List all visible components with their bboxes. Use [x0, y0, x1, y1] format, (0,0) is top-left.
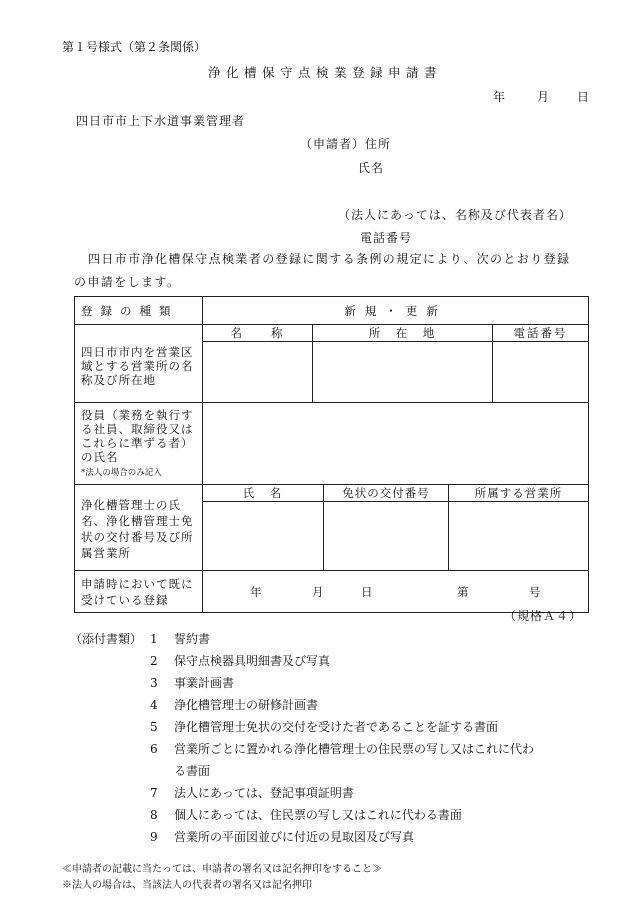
office-name-header: 名 称 [203, 325, 312, 342]
list-item: 8 個人にあっては、住民票の写し又はこれに代わる書面 [150, 808, 462, 822]
officers-note: *法人の場合のみ記入 [81, 468, 162, 478]
registration-table [74, 296, 589, 613]
list-item: 7 法人にあっては、登記事項証明書 [150, 786, 354, 800]
row-officers [75, 403, 589, 485]
row-registration-type [75, 297, 589, 325]
registration-type-value[interactable]: 新規・更新 [203, 297, 589, 325]
registration-type-label: 登録の種類 [75, 297, 203, 325]
corp-note: （法人にあっては、名称及び代表者名） [338, 208, 572, 222]
footnote-signature: ≪申請者の記載に当たっては、申請者の署名又は記名押印をすること≫ [62, 864, 382, 875]
list-item: 1 誓約書 [150, 632, 211, 646]
intro-line-1: 四日市市浄化槽保守点検業者の登録に関する条例の規定により、次のとおり登録 [88, 252, 571, 266]
manager-name-field[interactable] [203, 502, 323, 570]
affiliated-office-field[interactable] [449, 502, 588, 570]
date-year: 年 [493, 90, 506, 104]
list-item: 2 保守点検器具明細書及び写真 [150, 654, 331, 668]
list-item: 9 営業所の平面図並びに付近の見取図及び写真 [150, 830, 415, 844]
page-title: 浄化槽保守点検業登録申請書 [208, 65, 443, 80]
list-item: る書面 [174, 764, 211, 778]
office-cell [203, 325, 589, 403]
officers-label-text: 役員（業務を執行する社員、取締役又はこれらに準ずる者）の氏名 [81, 408, 194, 464]
list-item: 4 浄化槽管理士の研修計画書 [150, 698, 319, 712]
officers-label [75, 403, 203, 485]
existing-day: 日 [361, 585, 373, 599]
attachments-label: （添付書類） [70, 632, 143, 646]
list-item: 5 浄化槽管理士免状の交付を受けた者であることを証する書面 [150, 720, 499, 734]
list-item: 3 事業計画書 [150, 676, 235, 690]
form-number: 第１号様式（第２条関係） [62, 40, 207, 54]
existing-go: 号 [529, 585, 541, 599]
paper-size: （規格Ａ４） [504, 609, 583, 623]
office-label: 四日市市内を営業区域とする営業所の名称及び所在地 [75, 325, 203, 403]
office-address-header: 所 在 地 [313, 325, 492, 342]
manager-name-header: 氏 名 [203, 485, 323, 502]
affiliated-office-header: 所属する営業所 [449, 485, 588, 502]
date-day: 日 [577, 90, 590, 104]
existing-year: 年 [250, 585, 262, 599]
existing-registration-label: 申請時において既に受けている登録 [75, 571, 203, 613]
officers-field[interactable] [203, 403, 589, 485]
applicant-address-label: （申請者）住所 [300, 137, 392, 151]
office-phone-field[interactable] [493, 342, 588, 402]
existing-dai: 第 [457, 585, 469, 599]
phone-label: 電話番号 [360, 231, 413, 245]
row-office [75, 325, 589, 403]
list-item: 6 営業所ごとに置かれる浄化槽管理士の住民票の写し又はこれに代わ [150, 742, 535, 756]
applicant-name-label: 氏名 [358, 161, 385, 175]
office-phone-header: 電話番号 [493, 325, 588, 342]
date-month: 月 [537, 90, 550, 104]
office-address-field[interactable] [313, 342, 492, 402]
office-name-field[interactable] [203, 342, 312, 402]
addressee: 四日市市上下水道事業管理者 [76, 114, 246, 128]
footnote-corporation: ※法人の場合は、当該法人の代表者の署名又は記名押印 [62, 880, 312, 891]
license-number-header: 免状の交付番号 [324, 485, 448, 502]
managers-cell [203, 485, 589, 571]
row-managers [75, 485, 589, 571]
license-number-field[interactable] [324, 502, 448, 570]
intro-line-2: の申請をします。 [74, 275, 181, 289]
existing-month: 月 [312, 585, 324, 599]
managers-label: 浄化槽管理士の氏名、浄化槽管理士免状の交付番号及び所属営業所 [75, 485, 203, 571]
